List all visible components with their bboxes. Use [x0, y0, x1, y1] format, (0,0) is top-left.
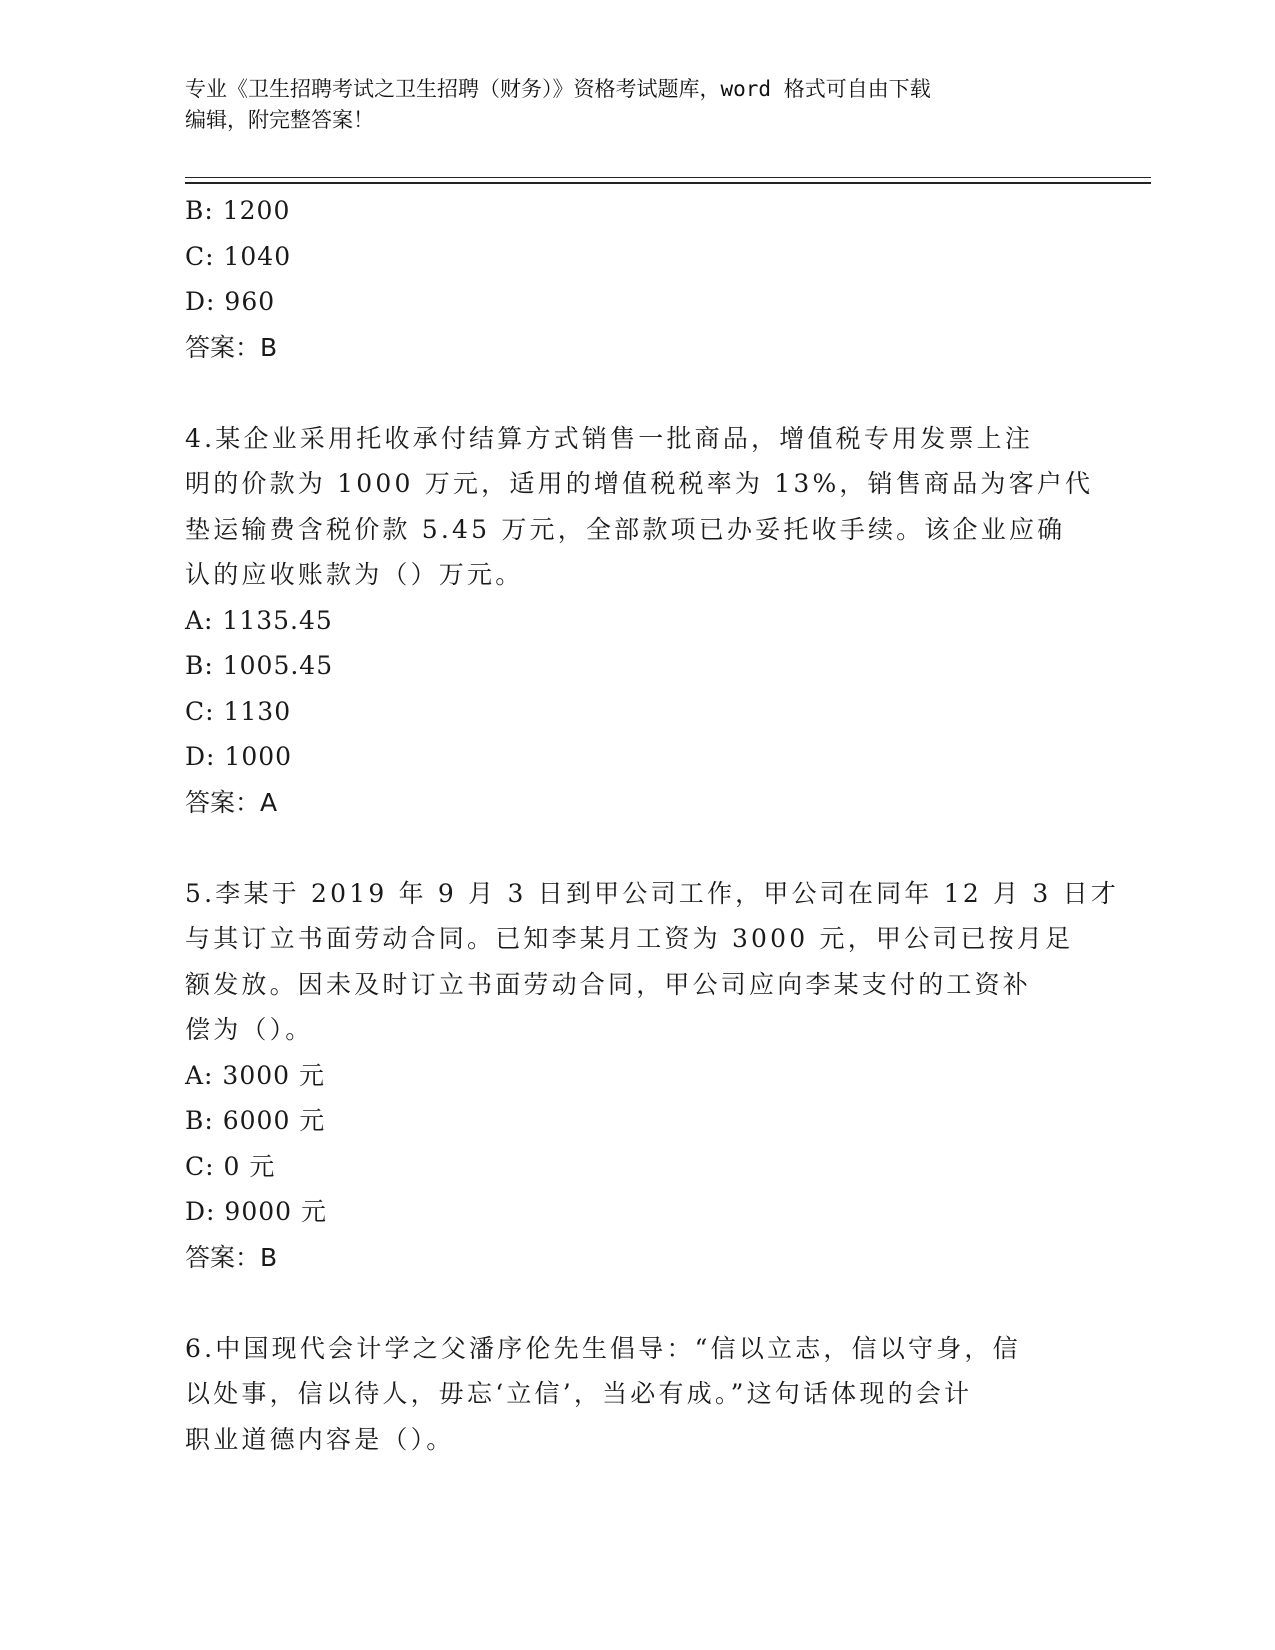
option-b: B: 6000 元: [185, 1106, 326, 1135]
answer-line: 答案：B: [185, 1242, 278, 1272]
question-text-line: 以处事，信以待人，毋忘‘立信’，当必有成。”这句话体现的会计: [185, 1379, 973, 1408]
spacer: [185, 825, 1085, 871]
question-text-line: 4.某企业采用托收承付结算方式销售一批商品，增值税专用发票上注: [185, 423, 1034, 453]
option-a: A: 3000 元: [185, 1060, 325, 1090]
option-c: C: 1130: [185, 696, 292, 726]
question-text-line: 垫运输费含税价款 5.45 万元，全部款项已办妥托收手续。该企业应确: [185, 514, 1066, 544]
option-d: D: 1000: [185, 742, 293, 771]
question-block-5: [185, 871, 1120, 1053]
header-divider-thin: [185, 177, 1151, 178]
question-text-line: 明的价款为 1000 万元，适用的增值税税率为 13%，销售商品为客户代: [185, 469, 1094, 498]
question-block-prev: [185, 188, 1085, 370]
spacer: [185, 1280, 1085, 1326]
options-block-5: [185, 1053, 1085, 1281]
question-text-line: 职业道德内容是（）。: [185, 1424, 455, 1454]
option-a: A: 1135.45: [185, 605, 333, 635]
option-c: C: 0 元: [185, 1151, 276, 1181]
question-text-line: 认的应收账款为（）万元。: [185, 560, 524, 589]
question-text-line: 额发放。因未及时订立书面劳动合同，甲公司应向李某支付的工资补: [185, 969, 1032, 999]
header-line-1: 专业《卫生招聘考试之卫生招聘（财务）》资格考试题库，word 格式可自由下载: [185, 77, 931, 101]
document-header: [185, 74, 1085, 136]
option-c: C: 1040: [185, 241, 292, 271]
question-text-line: 偿为（）。: [185, 1015, 314, 1044]
answer-line: 答案：A: [185, 787, 278, 817]
options-block-4: [185, 598, 1085, 826]
answer-line: 答案：B: [185, 332, 278, 362]
question-block-4: [185, 416, 1094, 598]
question-text-line: 与其订立书面劳动合同。已知李某月工资为 3000 元，甲公司已按月足: [185, 924, 1074, 953]
header-divider-thick: [185, 182, 1151, 184]
question-text-line: 5.李某于 2019 年 9 月 3 日到甲公司工作，甲公司在同年 12 月 3 日才: [185, 878, 1120, 908]
option-b: B: 1005.45: [185, 651, 334, 680]
option-d: D: 960: [185, 287, 276, 316]
document-body: [185, 188, 1120, 1462]
question-text-line: 6.中国现代会计学之父潘序伦先生倡导：“信以立志，信以守身，信: [185, 1333, 1021, 1363]
question-block-6: [185, 1326, 1085, 1463]
spacer: [185, 370, 1085, 416]
header-line-2: 编辑，附完整答案！: [185, 108, 374, 132]
option-b: B: 1200: [185, 196, 291, 225]
option-d: D: 9000 元: [185, 1197, 327, 1226]
